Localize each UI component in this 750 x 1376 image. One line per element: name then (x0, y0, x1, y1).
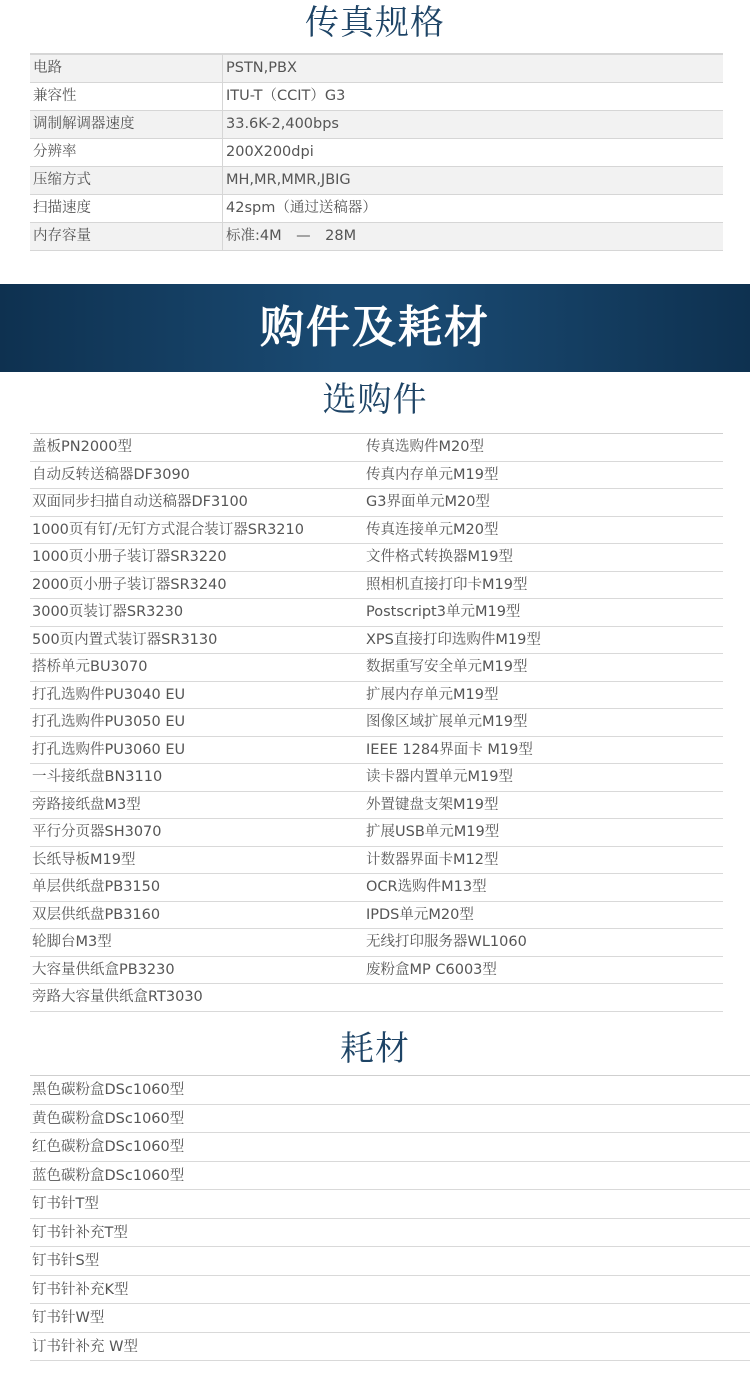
list-item: 2000页小册子装订器SR3240 (32, 576, 227, 593)
list-row (30, 462, 723, 490)
list-item: 轮脚台M3型 (32, 934, 112, 950)
list-item: 搭桥单元BU3070 (32, 659, 148, 675)
list-row (30, 957, 723, 985)
list-item: 长纸导板M19型 (32, 851, 136, 868)
list-item: 双层供纸盘PB3160 (32, 906, 161, 923)
fax-spec-table (30, 53, 723, 251)
list-item: 钉书针T型 (30, 1190, 750, 1219)
list-item: 图像区域扩展单元M19型 (366, 714, 528, 730)
list-item: 黑色碳粉盒DSc1060型 (30, 1076, 750, 1105)
list-item: 传真选购件M20型 (366, 439, 484, 455)
consumables-title: 耗材 (340, 1029, 410, 1069)
section-banner (0, 284, 750, 372)
list-item: 1000页小册子装订器SR3220 (32, 549, 227, 565)
options-title: 选购件 (322, 380, 428, 420)
list-item: 平行分页器SH3070 (32, 824, 162, 840)
list-item: XPS直接打印选购件M19型 (366, 631, 541, 648)
list-item: 扩展内存单元M19型 (366, 686, 499, 703)
spec-label: 内存容量 (30, 223, 223, 250)
spec-value: MH,MR,MMR,JBIG (226, 172, 351, 188)
list-item: 1000页有钉/无钉方式混合装订器SR3210 (32, 521, 304, 538)
list-item: 读卡器内置单元M19型 (366, 769, 513, 785)
list-item: 钉书针补充T型 (30, 1219, 750, 1248)
table-row (30, 195, 723, 223)
list-item: IPDS单元M20型 (366, 906, 474, 923)
list-item: 照相机直接打印卡M19型 (366, 576, 528, 593)
list-item: 自动反转送稿器DF3090 (32, 466, 190, 483)
spec-value: 33.6K-2,400bps (226, 116, 339, 132)
list-item: 500页内置式装订器SR3130 (32, 631, 218, 648)
list-item: 盖板PN2000型 (32, 439, 132, 455)
list-item: 计数器界面卡M12型 (366, 851, 499, 868)
spec-label: 调制解调器速度 (30, 111, 223, 138)
list-row (30, 627, 723, 655)
spec-label: 分辨率 (30, 139, 223, 166)
list-item: 订书针补充 W型 (30, 1333, 750, 1362)
list-item: 扩展USB单元M19型 (366, 824, 500, 840)
list-row (30, 572, 723, 600)
list-item: 黄色碳粉盒DSc1060型 (30, 1105, 750, 1134)
table-row (30, 111, 723, 139)
list-row (30, 682, 723, 710)
list-item: 废粉盒MP C6003型 (366, 961, 497, 978)
list-row (30, 709, 723, 737)
table-row (30, 83, 723, 111)
spec-value: PSTN,PBX (226, 60, 297, 76)
table-row (30, 167, 723, 195)
list-row (30, 847, 723, 875)
list-row (30, 599, 723, 627)
list-row (30, 517, 723, 545)
list-item: 大容量供纸盒PB3230 (32, 961, 175, 978)
spec-label: 兼容性 (30, 83, 223, 110)
table-row (30, 55, 723, 83)
list-item: 打孔选购件PU3050 EU (32, 714, 186, 730)
spec-value: 42spm（通过送稿器） (226, 200, 377, 216)
list-item: 一斗接纸盘BN3110 (32, 769, 163, 785)
list-item: 传真内存单元M19型 (366, 466, 499, 483)
list-row (30, 874, 723, 902)
list-item: 打孔选购件PU3040 EU (32, 686, 186, 703)
list-row (30, 984, 723, 1012)
banner-title: 购件及耗材 (260, 302, 490, 353)
list-item: 钉书针W型 (30, 1304, 750, 1333)
spec-label: 电路 (30, 55, 223, 82)
list-item: 钉书针S型 (30, 1247, 750, 1276)
list-item: 双面同步扫描自动送稿器DF3100 (32, 494, 248, 510)
list-row (30, 434, 723, 462)
list-item: 打孔选购件PU3060 EU (32, 741, 186, 758)
spec-label: 压缩方式 (30, 167, 223, 194)
list-item: 外置键盘支架M19型 (366, 796, 499, 813)
list-row (30, 819, 723, 847)
list-item: 单层供纸盘PB3150 (32, 879, 161, 895)
list-row (30, 792, 723, 820)
list-item: 文件格式转换器M19型 (366, 549, 513, 565)
spec-value: ITU-T（CCIT）G3 (226, 88, 346, 104)
list-item: OCR选购件M13型 (366, 879, 487, 895)
table-row (30, 223, 723, 251)
list-item: 钉书针补充K型 (30, 1276, 750, 1305)
list-item: 蓝色碳粉盒DSc1060型 (30, 1162, 750, 1191)
list-item: 旁路接纸盘M3型 (32, 796, 141, 813)
list-item: 传真连接单元M20型 (366, 521, 499, 538)
options-list (30, 433, 723, 1012)
list-item: 数据重写安全单元M19型 (366, 659, 528, 675)
list-item: 旁路大容量供纸盒RT3030 (32, 989, 203, 1005)
list-row (30, 544, 723, 572)
spec-value: 200X200dpi (226, 144, 314, 160)
list-row (30, 737, 723, 765)
list-item: G3界面单元M20型 (366, 494, 490, 510)
list-item: 红色碳粉盒DSc1060型 (30, 1133, 750, 1162)
consumables-list (30, 1075, 750, 1361)
list-item: IEEE 1284界面卡 M19型 (366, 741, 533, 758)
list-item: 3000页装订器SR3230 (32, 604, 184, 620)
spec-label: 扫描速度 (30, 195, 223, 222)
list-row (30, 654, 723, 682)
list-row (30, 764, 723, 792)
list-row (30, 902, 723, 930)
table-row (30, 139, 723, 167)
list-item: 无线打印服务器WL1060 (366, 934, 527, 950)
list-row (30, 929, 723, 957)
fax-spec-title: 传真规格 (305, 3, 445, 43)
list-item (364, 984, 723, 1011)
list-item: Postscript3单元M19型 (366, 604, 521, 620)
list-row (30, 489, 723, 517)
spec-value: 标准:4M — 28M (226, 228, 357, 244)
